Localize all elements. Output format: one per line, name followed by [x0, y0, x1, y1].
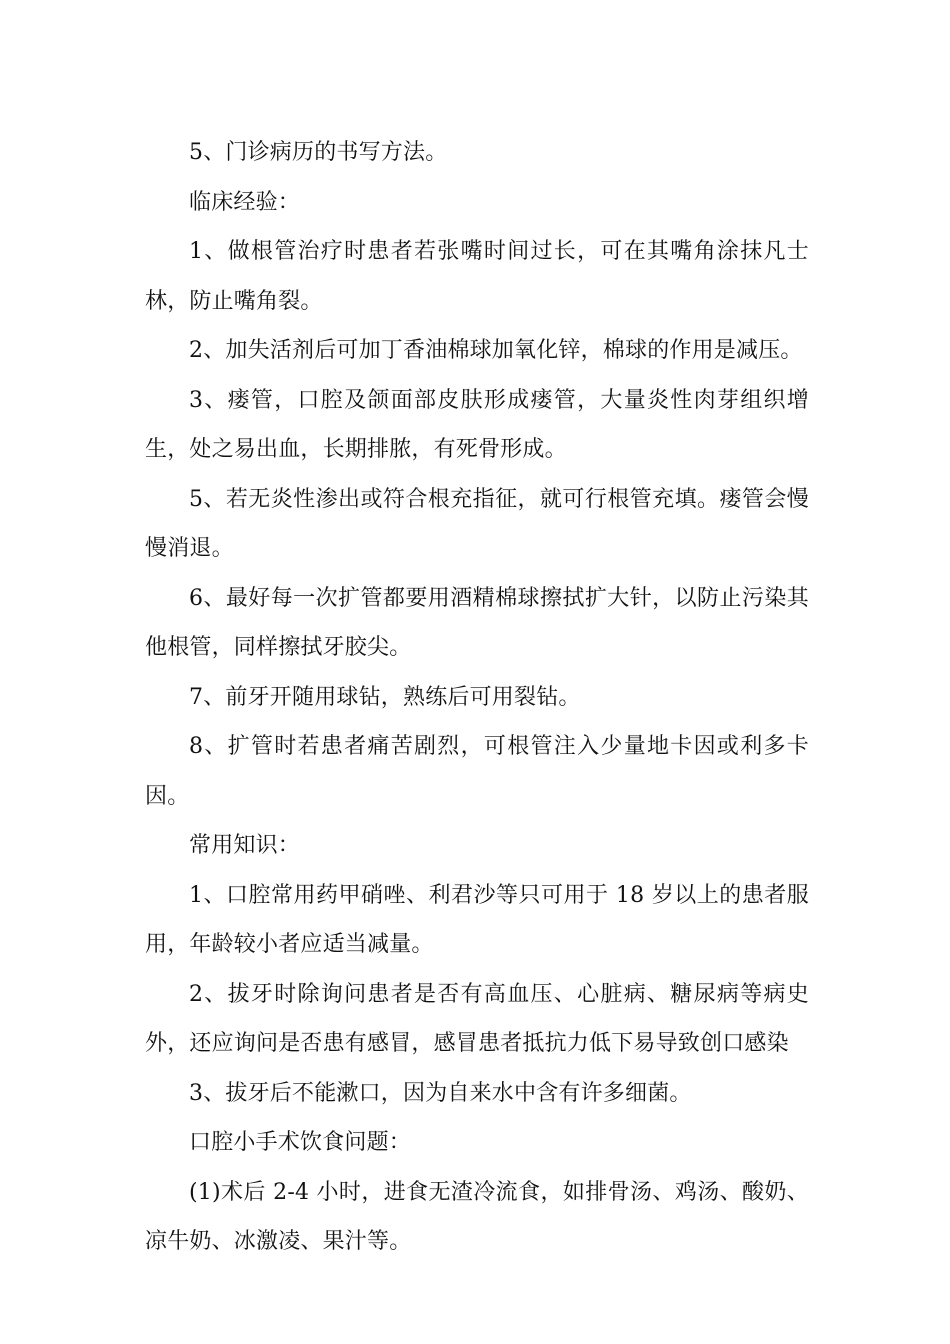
paragraph-clinical-8: 8、扩管时若患者痛苦剧烈，可根管注入少量地卡因或利多卡因。 [145, 734, 809, 809]
paragraph-knowledge-1: 1、口腔常用药甲硝唑、利君沙等只可用于 18 岁以上的患者服用，年龄较小者应适当减量。 [145, 882, 809, 957]
document-body [145, 128, 809, 1267]
paragraph-clinical-7: 7、前牙开随用球钻，熟练后可用裂钻。 [189, 684, 581, 710]
paragraph-clinical-6: 6、最好每一次扩管都要用酒精棉球擦拭扩大针，以防止污染其他根管，同样擦拭牙胶尖。 [145, 585, 809, 660]
heading-clinical-experience: 临床经验： [189, 189, 301, 215]
paragraph-clinical-3: 3、瘘管，口腔及颌面部皮肤形成瘘管，大量炎性肉芽组织增生，处之易出血，长期排脓，有死骨形成。 [145, 387, 809, 462]
paragraph-clinical-2: 2、加失活剂后可加丁香油棉球加氧化锌，棉球的作用是减压。 [189, 338, 803, 363]
paragraph-clinical-1: 1、做根管治疗时患者若张嘴时间过长，可在其嘴角涂抹凡士林，防止嘴角裂。 [145, 239, 809, 314]
paragraph-outpatient-record: 5、门诊病历的书写方法。 [189, 140, 448, 165]
paragraph-clinical-5: 5、若无炎性渗出或符合根充指征，就可行根管充填。瘘管会慢慢消退。 [145, 486, 809, 561]
paragraph-diet-1: (1)术后 2-4 小时，进食无渣冷流食，如排骨汤、鸡汤、酸奶、凉牛奶、冰激凌、果汁等。 [145, 1179, 809, 1254]
heading-minor-surgery-diet: 口腔小手术饮食问题： [189, 1130, 412, 1155]
paragraph-knowledge-2: 2、拔牙时除询问患者是否有高血压、心脏病、糖尿病等病史外，还应询问是否患有感冒，感冒患者抵抗力低下易导致创口感染 [145, 981, 809, 1056]
heading-common-knowledge: 常用知识： [189, 833, 301, 858]
paragraph-knowledge-3: 3、拔牙后不能漱口，因为自来水中含有许多细菌。 [189, 1080, 692, 1106]
